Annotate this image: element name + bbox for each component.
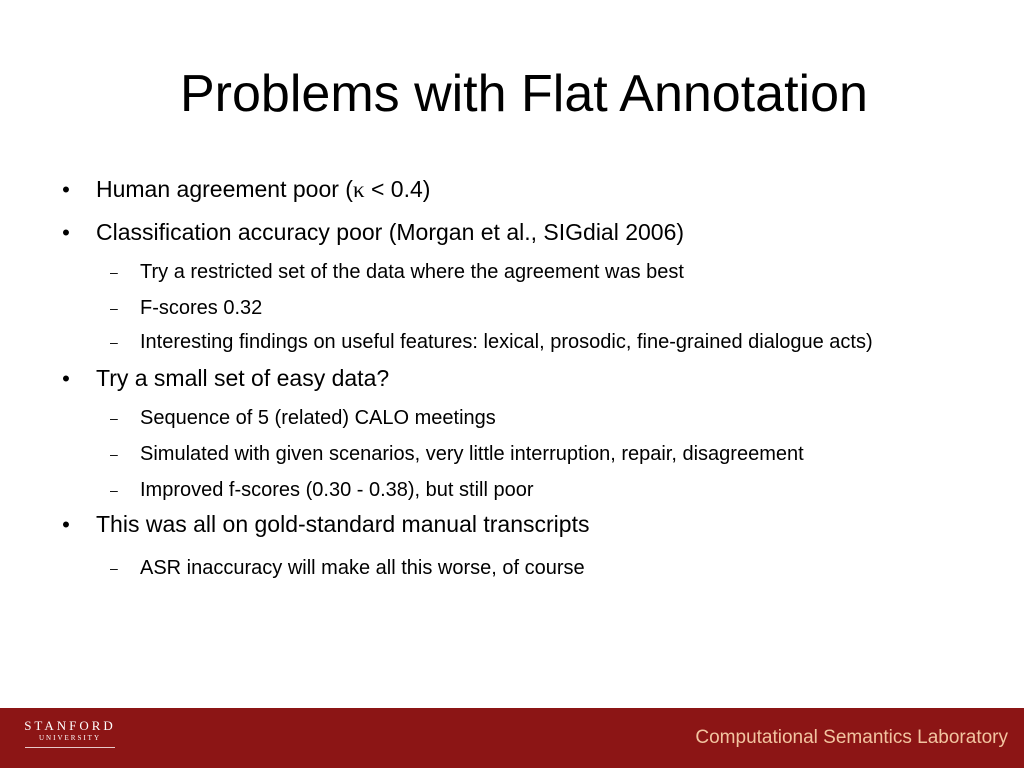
bullet-text: Classification accuracy poor (Morgan et al., SIGdial 2006) bbox=[96, 219, 685, 245]
sub-bullet-text: F-scores 0.32 bbox=[140, 297, 263, 319]
slide-title: Problems with Flat Annotation bbox=[180, 65, 868, 123]
sub-bullet-item bbox=[60, 479, 980, 501]
bullet-text: Try a small set of easy data? bbox=[96, 365, 390, 391]
sub-bullet-item bbox=[60, 261, 980, 283]
sub-bullet-text: Try a restricted set of the data where the agreement was best bbox=[140, 261, 684, 283]
sub-bullet-text: Improved f-scores (0.30 - 0.38), but still poor bbox=[140, 479, 534, 501]
bullet-item-gold-standard bbox=[60, 511, 980, 538]
dash-icon: – bbox=[110, 410, 118, 426]
sub-bullet-text: Interesting findings on useful features: lexical, prosodic, fine-grained dialogue acts) bbox=[140, 331, 873, 353]
footer-bar bbox=[0, 708, 1024, 768]
logo-rule bbox=[25, 747, 115, 748]
bullet-text bbox=[96, 176, 430, 202]
sub-bullet-item bbox=[60, 332, 980, 353]
lab-name: Computational Semantics Laboratory bbox=[695, 727, 1008, 748]
sub-bullet-item bbox=[60, 443, 980, 465]
bullet-icon: • bbox=[62, 220, 70, 245]
sub-bullet-text: Sequence of 5 (related) CALO meetings bbox=[140, 407, 496, 429]
dash-icon: – bbox=[110, 446, 118, 462]
bullet-item-easy-data bbox=[60, 365, 980, 392]
logo-sub: UNIVERSITY bbox=[39, 734, 101, 742]
dash-icon: – bbox=[110, 482, 118, 498]
dash-icon: – bbox=[110, 560, 118, 576]
kappa-symbol: κ bbox=[352, 177, 365, 202]
dash-icon: – bbox=[110, 300, 118, 316]
bullet-item-human-agreement bbox=[60, 176, 980, 203]
bullet-list bbox=[60, 172, 980, 579]
sub-bullet-item bbox=[60, 557, 980, 579]
dash-icon: – bbox=[110, 264, 118, 280]
bullet-item-classification bbox=[60, 219, 980, 246]
sub-bullet-item bbox=[60, 297, 980, 319]
bullet-icon: • bbox=[62, 177, 70, 202]
bullet-icon: • bbox=[62, 366, 70, 391]
bullet-text: This was all on gold-standard manual transcripts bbox=[96, 511, 590, 537]
stanford-logo bbox=[16, 718, 124, 748]
dash-icon: – bbox=[110, 334, 118, 350]
sub-bullet-text: ASR inaccuracy will make all this worse, of course bbox=[140, 557, 585, 579]
sub-bullet-item bbox=[60, 407, 980, 429]
logo-name: STANFORD bbox=[24, 718, 116, 733]
bullet-text-part: < 0.4) bbox=[364, 176, 431, 202]
sub-bullet-text: Simulated with given scenarios, very little interruption, repair, disagreement bbox=[140, 443, 804, 465]
bullet-icon: • bbox=[62, 512, 70, 537]
bullet-text-part: Human agreement poor ( bbox=[96, 176, 353, 202]
